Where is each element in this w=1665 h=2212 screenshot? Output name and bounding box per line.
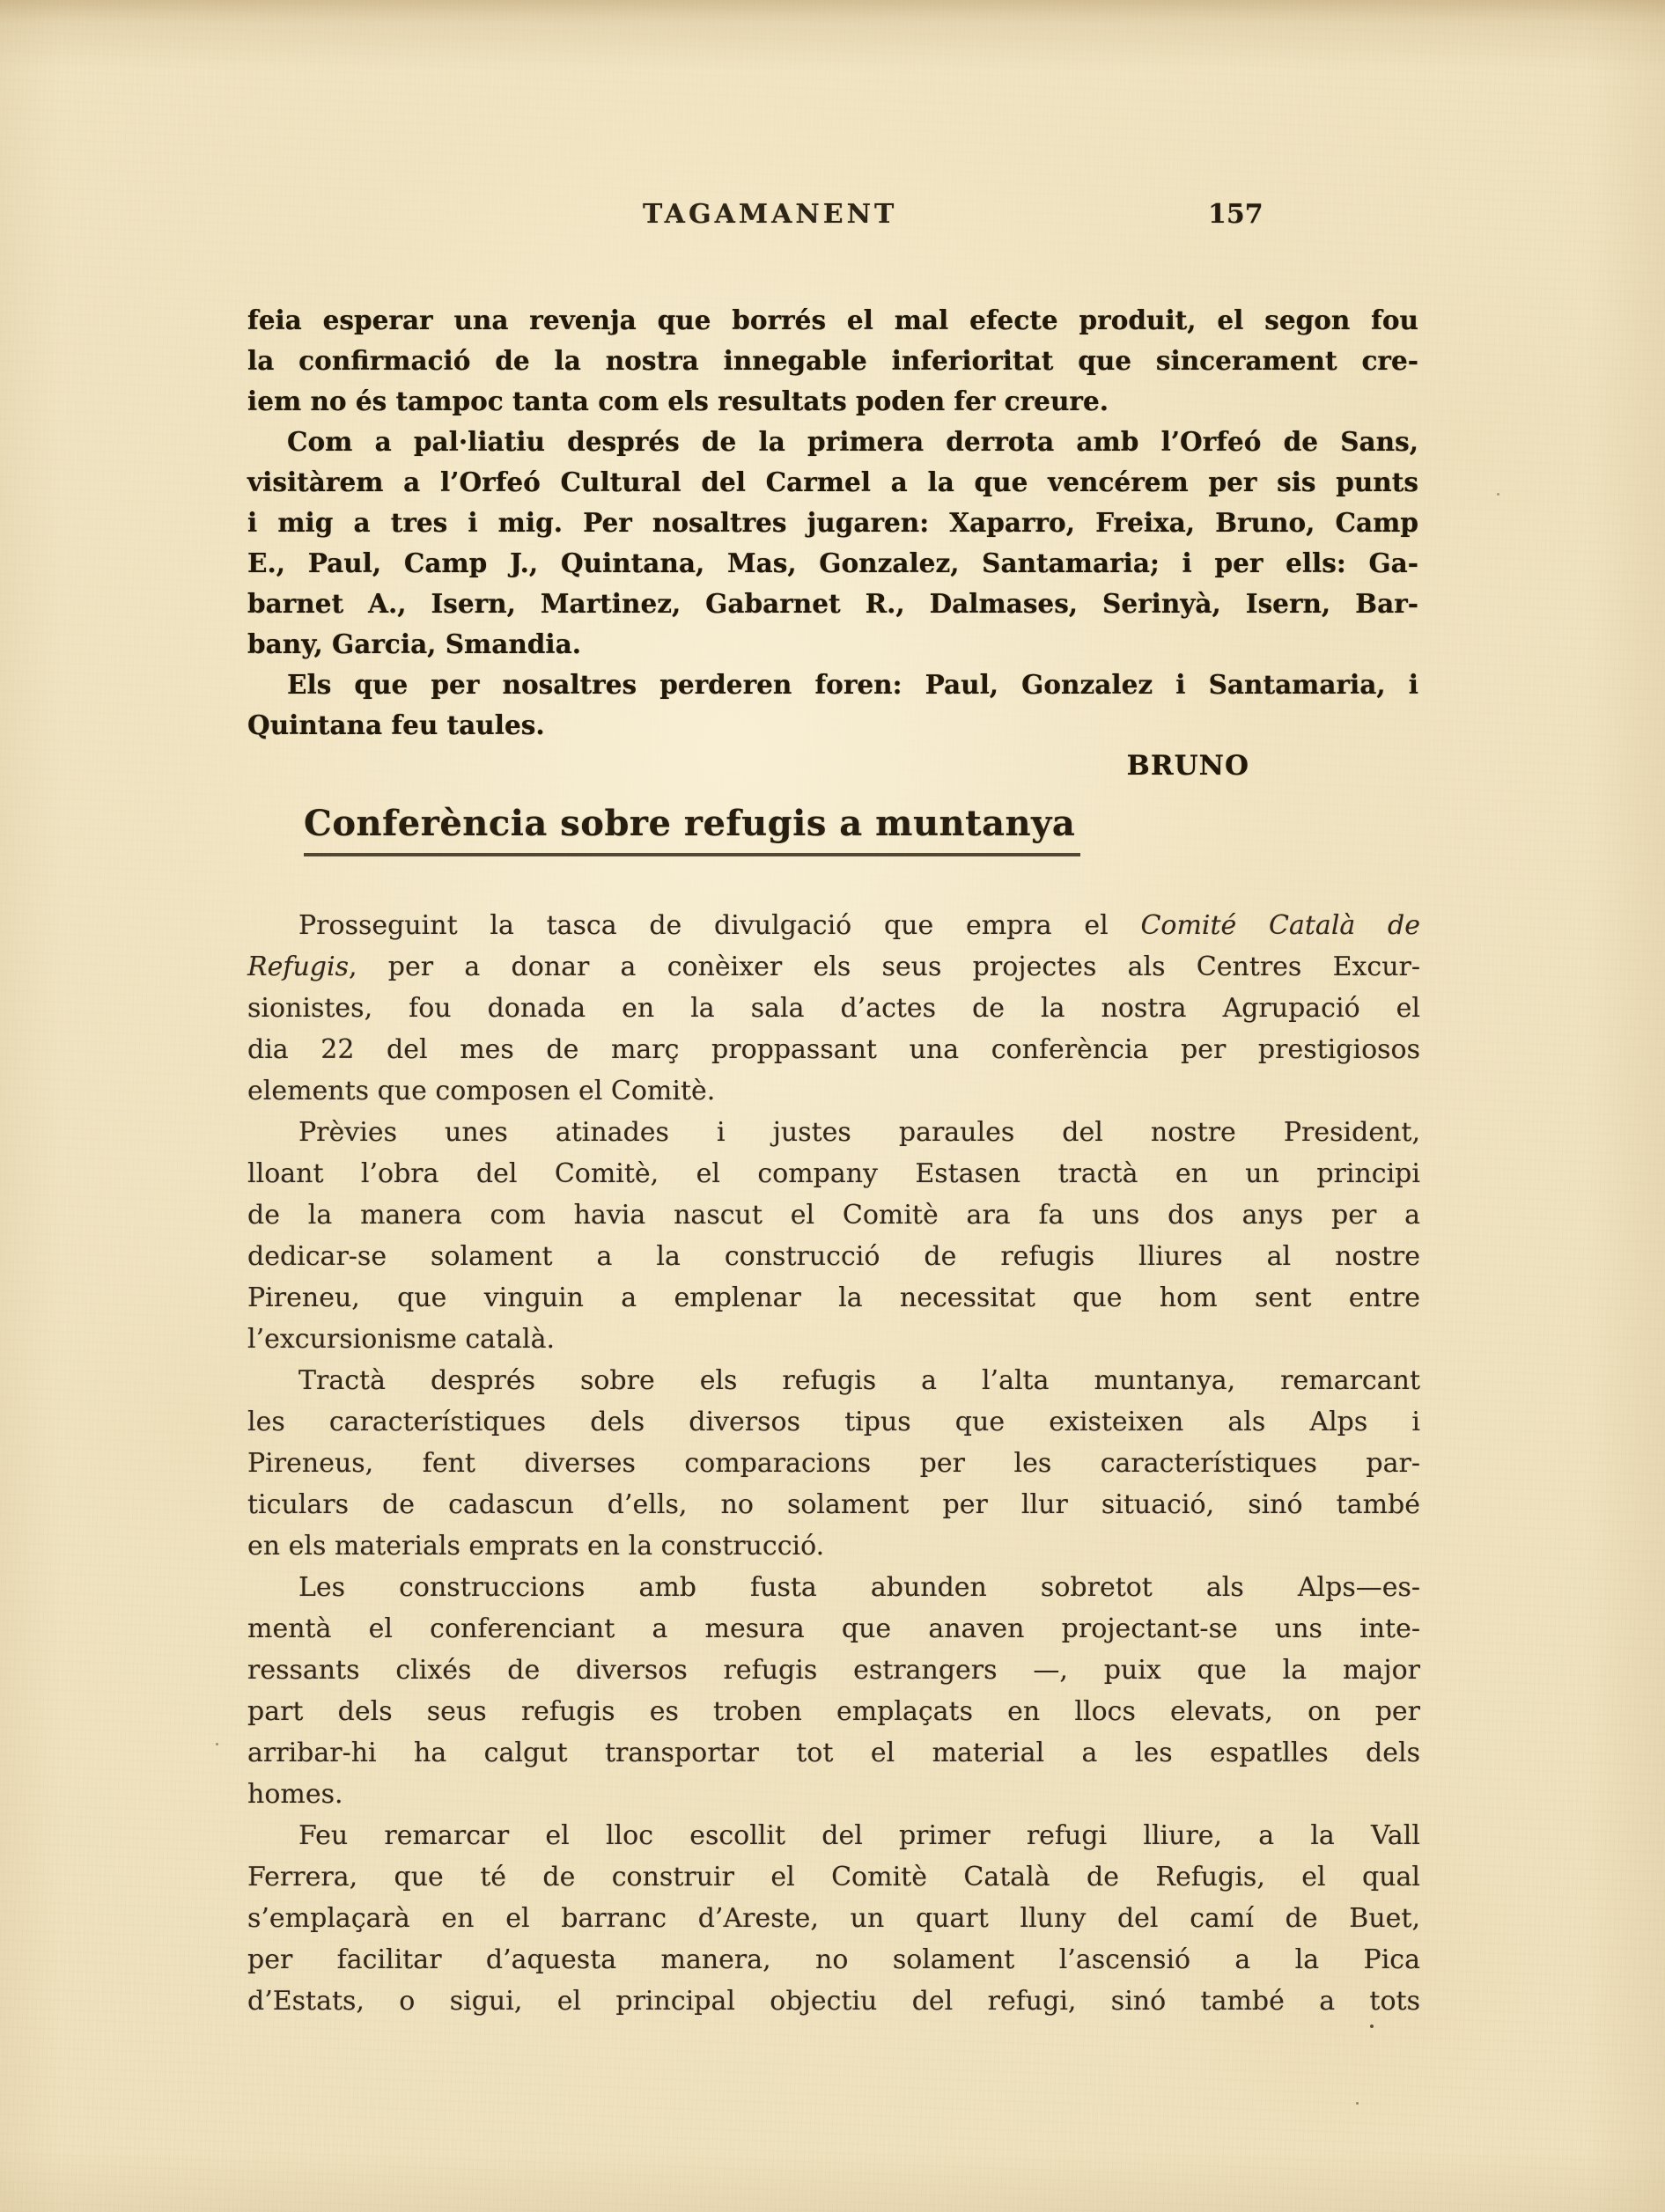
text-line: arribar-hi ha calgut transportar tot el material a les espatlles dels [247,1738,1420,1768]
byline: BRUNO [1126,750,1249,782]
text-line: s’emplaçarà en el barranc d’Areste, un quart lluny del camí de Buet, [247,1903,1420,1934]
italic-text: Refugis [247,952,349,982]
text-line: visitàrem a l’Orfeó Cultural del Carmel a la que vencérem per sis punts [247,467,1418,497]
text-line: Pireneu, que vinguin a emplenar la necessitat que hom sent entre [247,1282,1420,1313]
text-line: E., Paul, Camp J., Quintana, Mas, Gonzalez, Santamaria; i per ells: Ga- [247,547,1418,578]
text-line: Els que per nosaltres perderen foren: Paul, Gonzalez i Santamaria, i [287,669,1418,700]
text-line: Tractà després sobre els refugis a l’alta muntanya, remarcant [298,1365,1420,1396]
chess-report-text [247,300,1418,746]
paper-speck [1370,2025,1374,2028]
text-line: bany, Garcia, Smandia. [247,628,582,659]
running-title: TAGAMANENT [643,199,898,230]
text-line: Quintana feu taules. [247,709,545,740]
chess-report-byline-row [247,746,1418,786]
text-line: Com a pal·liatiu després de la primera derrota amb l’Orfeó de Sans, [287,426,1418,457]
text-line: la confirmació de la nostra innegable inferioritat que sincerament cre- [247,345,1418,376]
page-number: 157 [1208,199,1263,230]
paper-speck [1356,2102,1359,2105]
italic-text: Comité Català de [1140,910,1420,941]
text-line: Feu remarcar el lloc escollit del primer refugi lliure, a la Vall [298,1820,1420,1851]
text-line: iem no és tampoc tanta com els resultats poden fer creure. [247,386,1109,416]
text-line: dedicar-se solament a la construcció de refugis lliures al nostre [247,1241,1420,1272]
text-line: per facilitar d’aquesta manera, no solament l’ascensió a la Pica [247,1944,1420,1975]
text-line: dia 22 del mes de març proppassant una conferència per prestigiosos [247,1034,1420,1065]
text-line: sionistes, fou donada en la sala d’actes de la nostra Agrupació el [247,993,1420,1024]
paper-speck [1497,493,1499,496]
text-line: elements que composen el Comitè. [247,1076,716,1106]
section-heading: Conferència sobre refugis a muntanya [304,803,1080,856]
text-line: part dels seus refugis es troben emplaçats en llocs elevats, on per [247,1696,1420,1727]
text-line: i mig a tres i mig. Per nosaltres jugaren: Xaparro, Freixa, Bruno, Camp [247,507,1418,538]
text-line: mentà el conferenciant a mesura que anaven projectant-se uns inte- [247,1613,1420,1644]
text-line: Pireneus, fent diverses comparacions per les característiques par- [247,1448,1420,1479]
text-line: Ferrera, que té de construir el Comitè Català de Refugis, el qual [247,1862,1420,1892]
article-text [247,905,1420,2022]
text-line: Les construccions amb fusta abunden sobretot als Alps—es- [298,1572,1420,1603]
text-line: Refugis, per a donar a conèixer els seus projectes als Centres Excur- [247,952,1420,982]
text-line: ticulars de cadascun d’ells, no solament per llur situació, sinó també [247,1489,1420,1520]
text-line: feia esperar una revenja que borrés el mal efecte produit, el segon fou [247,305,1418,335]
text-line: lloant l’obra del Comitè, el company Estasen tractà en un principi [247,1158,1420,1189]
text-line: Prèvies unes atinades i justes paraules del nostre President, [298,1117,1420,1148]
text-line: d’Estats, o sigui, el principal objectiu del refugi, sinó també a tots [247,1986,1420,2017]
text-line: Prosseguint la tasca de divulgació que empra el Comité Català de [298,910,1420,941]
text-line: de la manera com havia nascut el Comitè ara fa uns dos anys per a [247,1200,1420,1231]
text-line: les característiques dels diversos tipus que existeixen als Alps i [247,1407,1420,1437]
text-line: ressants clixés de diversos refugis estrangers —, puix que la major [247,1655,1420,1686]
text-line: barnet A., Isern, Martinez, Gabarnet R., Dalmases, Serinyà, Isern, Bar- [247,588,1418,619]
text-line: l’excursionisme català. [247,1324,556,1355]
paper-speck [216,1743,218,1745]
text-line: homes. [247,1779,343,1810]
text-line: en els materials emprats en la construcció. [247,1531,825,1562]
